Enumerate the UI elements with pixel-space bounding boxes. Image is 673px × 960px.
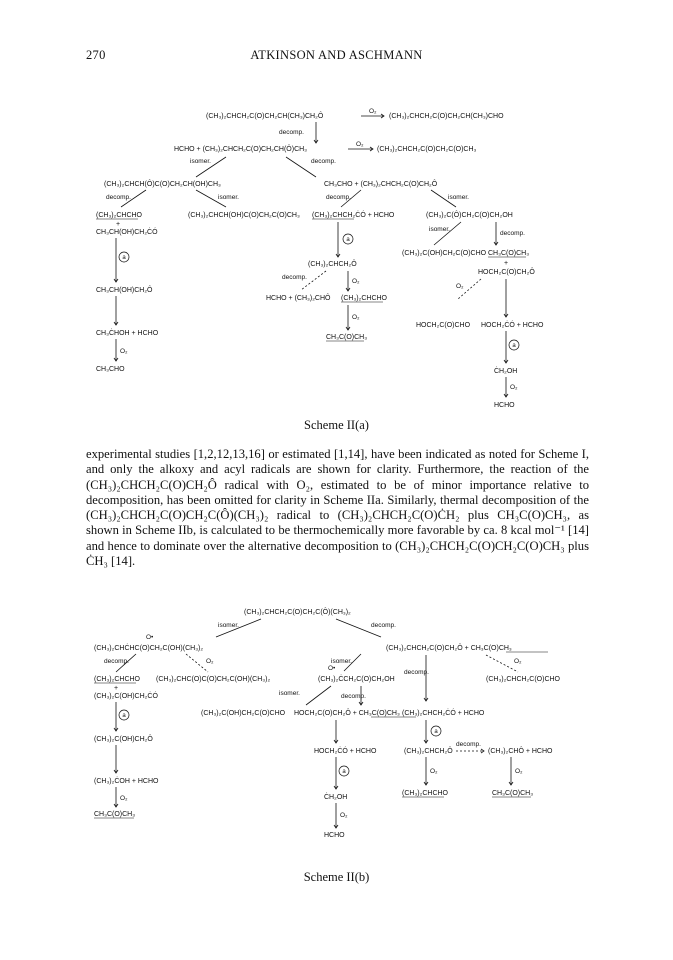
b-r6: (CH₃)₂CHCHO: [402, 790, 449, 797]
a-c2: (CH₃)₂CHCH(OH)C(O)CH₂C(O)CH₃: [188, 212, 300, 219]
a-c3d: (CH₃)₂CHCHO: [341, 295, 388, 302]
a-c4f: HOCH₂C(O)CHO: [416, 322, 471, 329]
a-c1a: (CH₃)₂CHCHO: [96, 212, 143, 219]
a-circle-a-text: a: [122, 255, 126, 261]
a-decomp-label: decomp.: [326, 194, 351, 201]
b-m2: (CH₃)₂ĊCH₂C(O)CH₂OH: [318, 676, 395, 683]
b-top: (CH₃)₂CHCH₂C(O)CH₂C(Ô)(CH₃)₂: [244, 609, 351, 616]
b-l1-o2: O₂: [206, 658, 214, 665]
b-l1-oradical: O•: [146, 634, 154, 641]
b-m-o2: O₂: [340, 812, 348, 819]
a-row1-left: HCHO + (CH₃)₂CHCH₂C(O)CH₂CH(Ô)CH₃: [174, 146, 308, 153]
b-decomp-label: decomp.: [404, 669, 429, 676]
scheme-iia-diagram: [86, 85, 586, 415]
a-isomer-label: isomer.: [429, 226, 450, 233]
b-m2-oradical: O•: [328, 665, 336, 672]
a-c1b: +: [116, 221, 121, 228]
running-head: ATKINSON AND ASCHMANN: [250, 48, 423, 62]
b-decomp-label: decomp.: [341, 693, 366, 700]
b-l-o2: O₂: [120, 795, 128, 802]
a-c4i: HCHO: [494, 402, 515, 409]
a-row0-left: (CH₃)₂CHCH₂C(O)CH₂CH(CH₃)CH₂Ô: [206, 113, 324, 120]
a-row1-o2: O₂: [356, 141, 364, 148]
b-ld: (CH₃)₂C(OH)CH₂Ô: [94, 736, 153, 743]
scheme-iib-diagram: [86, 603, 586, 871]
b-le: (CH₃)₂ĊOH + HCHO: [94, 778, 159, 785]
b-r1: (CH₃)₂CHCH₂C(O)CH₂Ô + CH₃C(O)CH₃: [386, 645, 512, 652]
a-isomer-label: isomer.: [190, 158, 211, 165]
a-c1f: CH₃CHO: [96, 366, 125, 373]
a-isomer-label: isomer.: [448, 194, 469, 201]
b-r-o2: O₂: [430, 768, 438, 775]
b-isomer-label: isomer.: [331, 658, 352, 665]
b-arrow: [306, 686, 331, 705]
b-r1-o2: O₂: [514, 658, 522, 665]
a-c3-o2: O₂: [352, 314, 360, 321]
a-c3b: (CH₃)₂CHCH₂Ô: [308, 261, 357, 268]
a-c4-o2: O₂: [510, 384, 518, 391]
a-c3e: CH₃C(O)CH₃: [326, 334, 368, 341]
b-m3: (CH₃)₂C(OH)CH₂C(O)CHO: [201, 710, 286, 717]
b-m7: HCHO: [324, 832, 345, 839]
b-r2: (CH₃)₂CHCH₂C(O)CHO: [486, 676, 560, 683]
b-r3: (CH₃)₂CHCH₂ĊÓ + HCHO: [402, 710, 485, 717]
b-isomer-label: isomer.: [218, 622, 239, 629]
a-row0-right: (CH₃)₂CHCH₂C(O)CH₂CH(CH₃)CHO: [389, 113, 504, 120]
a-row2-right: CH₃CHO + (CH₃)₂CHCH₂C(O)CH₂Ô: [324, 181, 438, 188]
b-r7: CH₃C(O)CH₃: [492, 790, 534, 797]
a-c3-o2: O₂: [352, 278, 360, 285]
b-m4: HOCH₂C(O)CH₂Ô + CH₃C(O)CH₃: [294, 710, 400, 717]
a-isomer-label: isomer.: [218, 194, 239, 201]
a-c3c: HCHO + (CH₃)₂CHÔ: [266, 295, 331, 302]
a-row1-right: (CH₃)₂CHCH₂C(O)CH₂C(O)CH₃: [377, 146, 477, 153]
a-row0-o2: O₂: [369, 108, 377, 115]
a-decomp-label: decomp.: [311, 158, 336, 165]
a-c1c: CH₃CH(OH)CH₂ĊÓ: [96, 229, 158, 236]
a-c4b: (CH₃)₂C(OH)CH₂C(O)CHO: [402, 250, 487, 257]
b-m5: HOCH₂ĊÓ + HCHO: [314, 748, 377, 755]
a-c4e: HOCH₂C(O)CH₂Ô: [478, 269, 535, 276]
a-decomp-label: decomp.: [106, 194, 131, 201]
a-decomp-label: decomp.: [282, 274, 307, 281]
a-c4h: ĊH₂OH: [494, 368, 518, 375]
scheme-iia-caption: Scheme II(a): [304, 418, 369, 432]
b-isomer-label: isomer.: [279, 690, 300, 697]
scheme-iib-caption: Scheme II(b): [303, 870, 370, 884]
a-c4d: +: [504, 260, 509, 267]
a-c3a: (CH₃)₂CHCH₂ĊÓ + HCHO: [312, 212, 395, 219]
a-c4a: (CH₃)₂C(Ô)CH₂C(O)CH₂OH: [426, 212, 513, 219]
a-c4g: HOCH₂ĊÓ + HCHO: [481, 322, 544, 329]
a-c4c: CH₃C(O)CH₃: [488, 250, 530, 257]
a-decomp-label: decomp.: [500, 230, 525, 237]
b-la: (CH₃)₂CHCHO: [94, 676, 141, 683]
a-c1d: CH₃CH(OH)CH₂Ô: [96, 287, 153, 294]
b-arrow-dashed: [186, 654, 208, 672]
page-number: 270: [86, 48, 106, 62]
a-row2-left: (CH₃)₂CHCH(Ô)C(O)CH₂CH(OH)CH₃: [104, 181, 221, 188]
b-l1: (CH₃)₂CHĊHC(O)CH₂C(OH)(CH₃)₂: [94, 645, 204, 652]
b-circle-a-text: a: [434, 729, 438, 735]
b-decomp-label: decomp.: [371, 622, 396, 629]
a-decomp-label: decomp.: [279, 129, 304, 136]
a-circle-a-text: a: [346, 237, 350, 243]
b-r4: (CH₃)₂CHCH₂Ô: [404, 748, 453, 755]
a-c4-o2: O₂: [456, 283, 464, 290]
b-decomp-label: decomp.: [456, 741, 481, 748]
b-lf: CH₃C(O)CH₃: [94, 811, 136, 818]
a-circle-a-text: a: [512, 343, 516, 349]
b-decomp-label: decomp.: [104, 658, 129, 665]
b-m6: ĊH₂OH: [324, 794, 348, 801]
b-m1: (CH₃)₂CHC(O)C(O)CH₂C(OH)(CH₃)₂: [156, 676, 271, 683]
b-circle-a-text: a: [122, 713, 126, 719]
b-r5: (CH₃)₂CHÔ + HCHO: [488, 748, 553, 755]
a-c1-o2: O₂: [120, 348, 128, 355]
b-lb: +: [114, 685, 119, 692]
b-circle-a-text: a: [342, 769, 346, 775]
b-lc: (CH₃)₂C(OH)CH₂ĊÓ: [94, 693, 158, 700]
a-c1e: CH₃ĊHOH + HCHO: [96, 330, 159, 337]
b-r-o2: O₂: [515, 768, 523, 775]
body-paragraph: experimental studies [1,2,12,13,16] or estimated [1,14], have been indicated as noted for Scheme I, and only the alkoxy and acyl radicals are shown for clarity. Furthermore, the reaction of the (CH₃)₂CHCH₂C(O)CH₂Ô radical with O₂, estimated to be of minor importance relative to decomposition, has been omitted for clarity in Scheme IIa. Similarly, thermal decomposition of the (CH₃)₂CHCH₂C(O)CH₂C(Ô)(CH₃)₂ radical to (CH₃)₂CHCH₂C(O)ĊH₂ plus CH₃C(O)CH₃, as shown in Scheme IIb, is calculated to be thermochemically more favorable by ca. 8 kcal mol⁻¹ [14] and hence to dominate over the alternative decomposition to (CH₃)₂CHCH₂C(O)CH₂C(O)CH₃ plus ĊH₃ [14].: [86, 447, 589, 569]
